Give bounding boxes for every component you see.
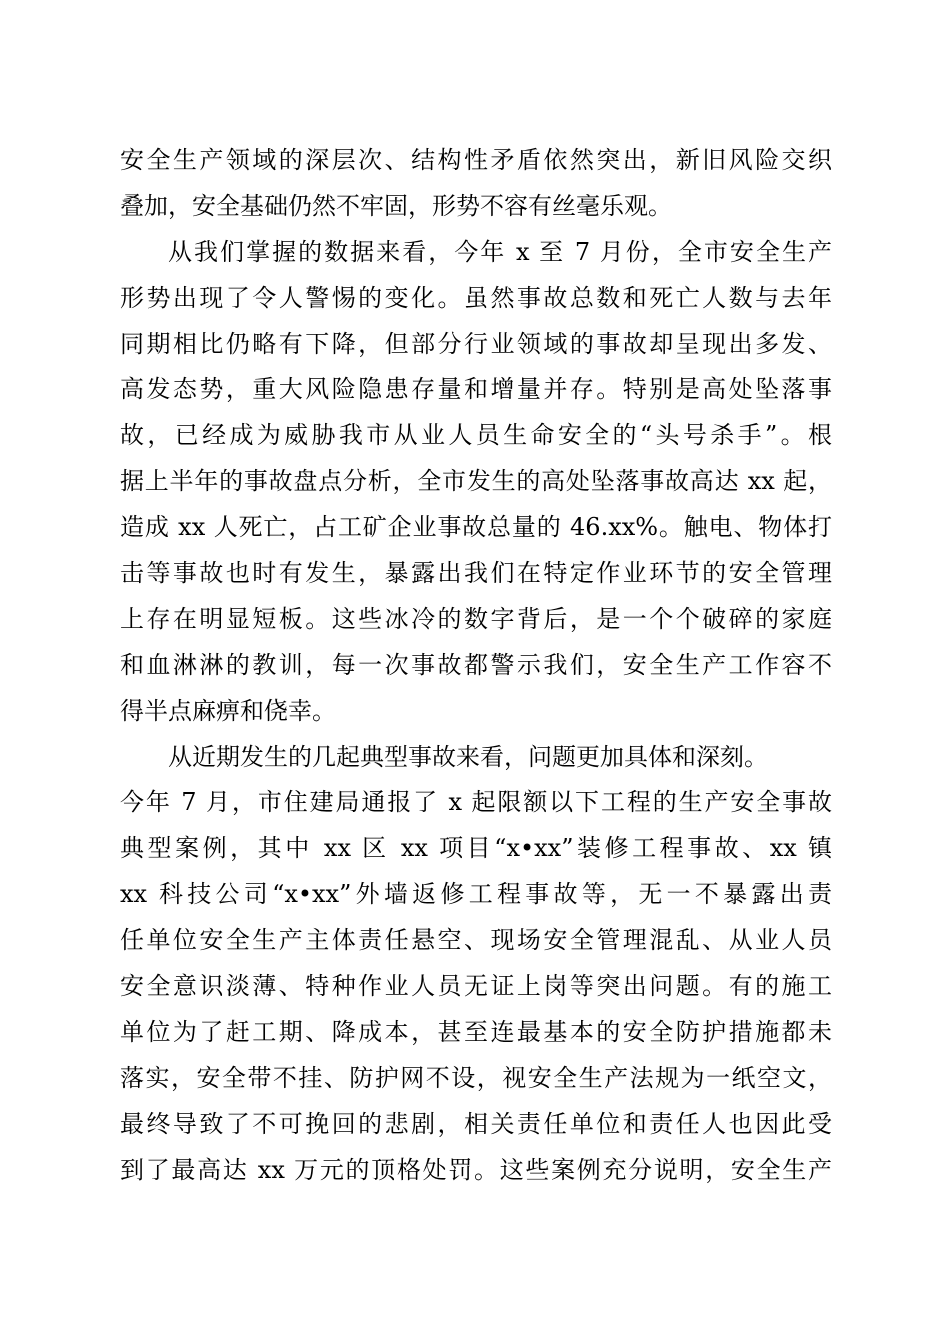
text-line: 形势出现了令人警惕的变化。虽然事故总数和死亡人数与去年 [120, 283, 832, 312]
text-line: 任单位安全生产主体责任悬空、现场安全管理混乱、从业人员 [120, 926, 832, 955]
paragraph-first-line: 从我们掌握的数据来看，今年 x 至 7 月份，全市安全生产 [168, 237, 832, 266]
text-line: 上存在明显短板。这些冰冷的数字背后，是一个个破碎的家庭 [120, 604, 832, 633]
document-body [120, 138, 832, 1193]
text-line: 据上半年的事故盘点分析，全市发生的高处坠落事故高达 xx 起， [120, 467, 832, 496]
text-line: 叠加，安全基础仍然不牢固，形势不容有丝毫乐观。 [120, 191, 672, 220]
text-line: 得半点麻痹和侥幸。 [120, 696, 336, 725]
text-line: 到了最高达 xx 万元的顶格处罚。这些案例充分说明，安全生产 [120, 1155, 832, 1184]
text-line: 安全生产领域的深层次、结构性矛盾依然突出，新旧风险交织 [120, 146, 832, 174]
text-line: 单位为了赶工期、降成本，甚至连最基本的安全防护措施都未 [120, 1017, 832, 1046]
text-line: 造成 xx 人死亡，占工矿企业事故总量的 46.xx%。触电、物体打 [120, 513, 832, 542]
text-line: 典型案例，其中 xx 区 xx 项目“x•xx”装修工程事故、xx 镇 [120, 834, 832, 863]
text-line: 今年 7 月，市住建局通报了 x 起限额以下工程的生产安全事故 [120, 788, 832, 817]
text-line: 最终导致了不可挽回的悲剧，相关责任单位和责任人也因此受 [120, 1109, 832, 1138]
text-line: 同期相比仍略有下降，但部分行业领域的事故却呈现出多发、 [120, 329, 832, 358]
paragraph-first-line: 从近期发生的几起典型事故来看，问题更加具体和深刻。 [168, 742, 768, 771]
text-line: 故，已经成为威胁我市从业人员生命安全的“头号杀手”。根 [120, 421, 832, 450]
text-line: xx 科技公司“x•xx”外墙返修工程事故等，无一不暴露出责 [120, 880, 832, 909]
text-line: 和血淋淋的教训，每一次事故都警示我们，安全生产工作容不 [120, 650, 832, 679]
text-line: 安全意识淡薄、特种作业人员无证上岗等突出问题。有的施工 [120, 972, 832, 1001]
text-line: 高发态势，重大风险隐患存量和增量并存。特别是高处坠落事 [120, 375, 832, 404]
text-line: 击等事故也时有发生，暴露出我们在特定作业环节的安全管理 [120, 559, 832, 588]
text-line: 落实，安全带不挂、防护网不设，视安全生产法规为一纸空文， [120, 1063, 832, 1092]
